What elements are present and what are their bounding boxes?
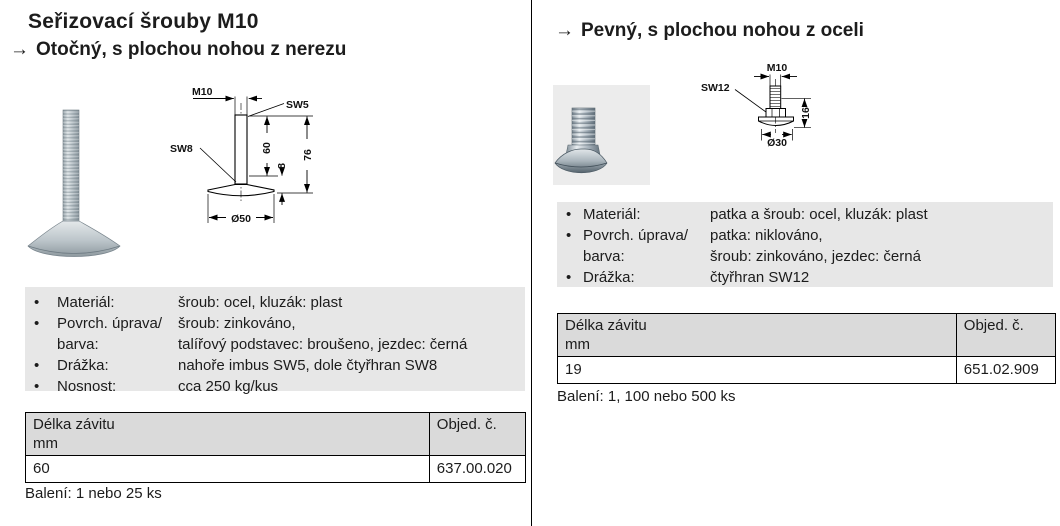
spec-label: Drážka: — [583, 269, 635, 286]
cell-order-no: 651.02.909 — [956, 357, 1055, 384]
spec-label: Materiál: — [583, 206, 641, 223]
bullet-marker — [25, 376, 57, 397]
specs-box-left — [25, 287, 525, 395]
product-photo-fixed-foot — [553, 85, 650, 185]
table-header-row — [26, 413, 526, 456]
technical-drawing-swivel-foot — [150, 72, 365, 252]
dim-label-sw12: SW12 — [701, 82, 730, 94]
bullet-marker — [557, 225, 583, 267]
dim-label-m10: M10 — [192, 86, 213, 98]
spec-value: cca 250 kg/kus — [178, 378, 279, 395]
table-header-order-no: Objed. č. — [429, 413, 525, 456]
packaging-note-right: Balení: 1, 100 nebo 500 ks — [557, 388, 736, 405]
spec-row — [25, 292, 525, 313]
table-header-row — [558, 314, 1056, 357]
dim-d50: Ø50 — [231, 213, 251, 225]
technical-drawing-fixed-foot — [695, 55, 875, 177]
spec-label: Materiál: — [57, 294, 115, 311]
column-divider — [531, 0, 532, 526]
dim-d30: Ø30 — [767, 137, 787, 149]
table-header-thread-length: Délka závitu mm — [26, 413, 430, 456]
spec-row — [557, 225, 1053, 267]
spec-value: patka: niklováno, šroub: zinkováno, jezdec: černá — [710, 227, 921, 265]
spec-value: šroub: ocel, kluzák: plast — [178, 294, 343, 311]
table-row — [558, 357, 1056, 384]
spec-value: čtyřhran SW12 — [710, 269, 810, 286]
product-photo-background — [553, 85, 650, 185]
page-title: Seřizovací šrouby M10 — [28, 10, 259, 33]
spec-row — [557, 267, 1053, 288]
spec-row — [25, 376, 525, 397]
spec-value: šroub: zinkováno, talířový podstavec: broušeno, jezdec: černá — [178, 315, 468, 353]
table-header-order-no: Objed. č. — [956, 314, 1055, 357]
bullet-marker — [557, 204, 583, 225]
arrow-icon: → — [10, 39, 29, 60]
table-header-thread-length: Délka závitu mm — [558, 314, 957, 357]
bullet-marker — [25, 355, 57, 376]
spec-value: nahoře imbus SW5, dole čtyřhran SW8 — [178, 357, 438, 374]
product-photo-swivel-foot — [25, 106, 125, 266]
cell-order-no: 637.00.020 — [429, 456, 525, 483]
dim-label-sw8: SW8 — [170, 143, 193, 155]
dim-label-sw5: SW5 — [286, 99, 309, 111]
table-row — [26, 456, 526, 483]
cell-thread-length: 60 — [26, 456, 430, 483]
order-table-left — [25, 412, 526, 483]
left-subtitle — [10, 39, 346, 61]
bullet-marker — [557, 267, 583, 288]
spec-row — [557, 204, 1053, 225]
spec-label: Povrch. úprava/ barva: — [583, 227, 689, 265]
spec-label: Drážka: — [57, 357, 109, 374]
spec-value: patka a šroub: ocel, kluzák: plast — [710, 206, 928, 223]
dim-8: 8 — [276, 163, 288, 169]
packaging-note-left: Balení: 1 nebo 25 ks — [25, 485, 162, 502]
cell-thread-length: 19 — [558, 357, 957, 384]
right-subtitle-label: Pevný, s plochou nohou z oceli — [581, 20, 864, 41]
spec-label: Povrch. úprava/ barva: — [57, 315, 163, 353]
bullet-marker — [25, 292, 57, 313]
dim-16: 16 — [800, 107, 812, 119]
order-table-right — [557, 313, 1056, 384]
spec-label: Nosnost: — [57, 378, 117, 395]
spec-row — [25, 355, 525, 376]
left-subtitle-label: Otočný, s plochou nohou z nerezu — [36, 39, 347, 60]
dim-60: 60 — [261, 142, 273, 154]
bullet-marker — [25, 313, 57, 355]
dim-76: 76 — [302, 149, 314, 161]
arrow-icon: → — [555, 20, 574, 41]
spec-row — [25, 313, 525, 355]
specs-box-right — [557, 202, 1053, 287]
dim-label-m10: M10 — [766, 62, 788, 74]
right-subtitle — [555, 20, 864, 42]
